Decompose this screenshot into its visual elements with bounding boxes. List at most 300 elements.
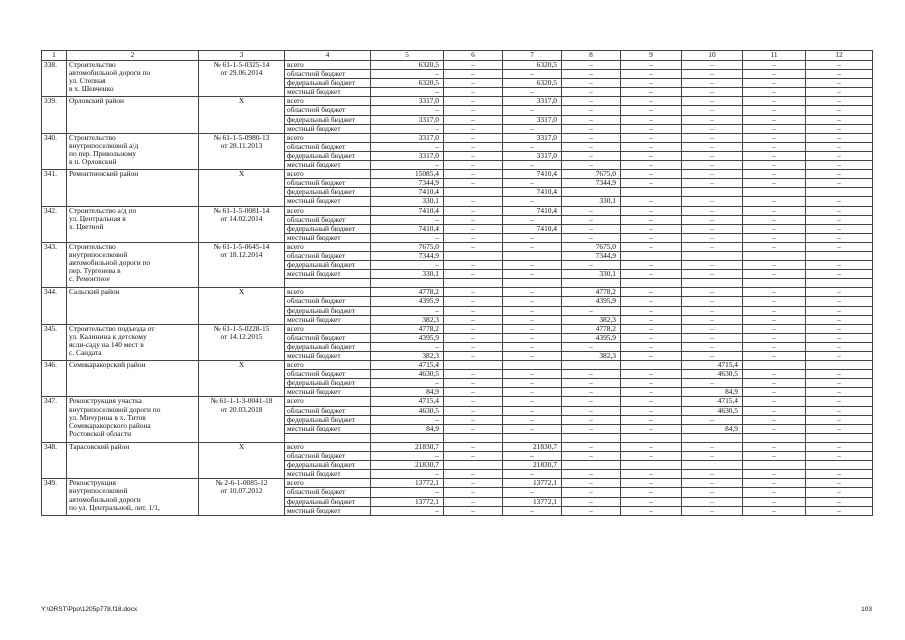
document-ref-line: № 61-1-5-0228-15 [213, 324, 270, 333]
value-cell: – [743, 133, 806, 142]
value-cell: 382,3 [371, 352, 444, 361]
value-cell: – [743, 452, 806, 461]
value-cell [562, 461, 621, 470]
value-cell: – [562, 306, 621, 315]
value-cell: – [621, 442, 682, 451]
value-cell: – [621, 324, 682, 333]
value-cell: – [503, 297, 562, 306]
value-cell [621, 461, 682, 470]
value-cell: – [743, 352, 806, 361]
value-cell: – [743, 124, 806, 133]
value-cell: – [621, 342, 682, 351]
object-name-line: Орловский район [69, 96, 124, 106]
value-cell: – [371, 342, 444, 351]
value-cell: – [562, 233, 621, 242]
value-cell: – [444, 215, 503, 224]
value-cell: – [806, 315, 873, 324]
value-cell: – [371, 233, 444, 242]
object-name [67, 61, 199, 97]
value-cell: – [444, 424, 503, 433]
value-cell: – [743, 115, 806, 124]
row-number: 345. [42, 324, 67, 360]
value-cell: – [444, 297, 503, 306]
value-cell: 21830,7 [371, 442, 444, 451]
value-cell: – [444, 452, 503, 461]
row-number: 349. [42, 479, 67, 515]
budget-type: всего [285, 479, 371, 488]
value-cell: – [503, 452, 562, 461]
table-row [42, 479, 873, 488]
value-cell: 4630,5 [682, 370, 743, 379]
value-cell: 4630,5 [371, 406, 444, 415]
value-cell: – [621, 333, 682, 342]
budget-type: федеральный бюджет [285, 461, 371, 470]
budget-type: областной бюджет [285, 70, 371, 79]
object-name-line: внутрипоселковой [69, 486, 128, 496]
value-cell: – [743, 88, 806, 97]
value-cell: – [562, 106, 621, 115]
budget-type: федеральный бюджет [285, 115, 371, 124]
value-cell: – [621, 115, 682, 124]
value-cell [743, 433, 806, 442]
budget-type: областной бюджет [285, 179, 371, 188]
value-cell: 21830,7 [503, 461, 562, 470]
value-cell: – [743, 388, 806, 397]
budget-type: областной бюджет [285, 406, 371, 415]
value-cell: – [444, 151, 503, 160]
budget-type: всего [285, 324, 371, 333]
value-cell: – [562, 379, 621, 388]
budget-table [41, 50, 873, 516]
value-cell: – [621, 452, 682, 461]
value-cell: – [444, 370, 503, 379]
document-ref-line: Х [238, 442, 245, 451]
value-cell: – [621, 306, 682, 315]
row-number: 341. [42, 170, 67, 206]
value-cell [444, 461, 503, 470]
object-name-line: Реконструкция [69, 478, 116, 488]
value-cell: – [503, 333, 562, 342]
value-cell: – [371, 452, 444, 461]
header-cell: 3 [199, 51, 285, 61]
value-cell: – [682, 324, 743, 333]
value-cell: 21830,7 [503, 442, 562, 451]
document-ref-line: № 2-6-1-0085-12 [215, 478, 268, 488]
value-cell: – [621, 233, 682, 242]
value-cell: – [806, 297, 873, 306]
value-cell: – [562, 506, 621, 515]
document-ref-line: Х [238, 360, 245, 370]
value-cell: – [562, 479, 621, 488]
value-cell: – [682, 242, 743, 251]
value-cell: – [503, 142, 562, 151]
value-cell: 7410,4 [503, 188, 562, 197]
value-cell: – [806, 415, 873, 424]
value-cell: – [682, 79, 743, 88]
value-cell: – [682, 197, 743, 206]
object-name-line: в х. Шевченко [69, 84, 114, 94]
object-name-line: автомобильной дороги по [69, 68, 151, 78]
object-name-line: внутрипоселковой [69, 249, 128, 259]
value-cell: – [806, 306, 873, 315]
object-name-line: внутрипоселковой дороги по [69, 404, 161, 414]
value-cell: – [621, 370, 682, 379]
budget-type: федеральный бюджет [285, 379, 371, 388]
value-cell: – [371, 506, 444, 515]
header-cell: 1 [42, 51, 67, 61]
budget-type: областной бюджет [285, 370, 371, 379]
value-cell: – [444, 288, 503, 297]
document-ref-line: от 29.06.2014 [220, 68, 263, 78]
value-cell: – [371, 470, 444, 479]
value-cell: – [562, 161, 621, 170]
value-cell: – [444, 133, 503, 142]
value-cell: – [621, 315, 682, 324]
value-cell: – [503, 370, 562, 379]
budget-type: федеральный бюджет [285, 497, 371, 506]
budget-type: местный бюджет [285, 233, 371, 242]
value-cell: – [806, 197, 873, 206]
value-cell: 7344,9 [371, 179, 444, 188]
value-cell: – [806, 379, 873, 388]
value-cell [503, 433, 562, 442]
value-cell: 330,1 [371, 270, 444, 279]
footer-file-path: Y:\ORST\Ppo\1205p778.f18.docx [41, 606, 138, 613]
value-cell: – [743, 215, 806, 224]
object-name-line: внутрипоселковой а/д [69, 140, 139, 150]
value-cell: – [621, 352, 682, 361]
budget-type: местный бюджет [285, 470, 371, 479]
value-cell: 7344,9 [562, 251, 621, 260]
value-cell: – [682, 151, 743, 160]
table-row [42, 288, 873, 297]
header-cell: 2 [67, 51, 199, 61]
document-ref-line: от 14.02.2014 [220, 213, 263, 223]
value-cell: – [806, 324, 873, 333]
object-name [67, 442, 199, 478]
value-cell: – [806, 488, 873, 497]
value-cell: – [503, 215, 562, 224]
document-ref [199, 133, 285, 169]
value-cell: 3317,0 [371, 97, 444, 106]
budget-type: местный бюджет [285, 161, 371, 170]
value-cell: – [503, 388, 562, 397]
object-name-line: ул. Мичурина в х. Титов [69, 412, 146, 422]
value-cell: 3317,0 [503, 115, 562, 124]
value-cell: – [444, 506, 503, 515]
value-cell: – [743, 415, 806, 424]
value-cell: – [743, 297, 806, 306]
object-name-line: ул. Калинина к детскому [69, 331, 147, 341]
value-cell: – [562, 397, 621, 406]
object-name-line: Строительство [69, 133, 116, 142]
value-cell [743, 279, 806, 288]
value-cell: – [743, 224, 806, 233]
budget-type: федеральный бюджет [285, 79, 371, 88]
value-cell: 4395,9 [562, 297, 621, 306]
value-cell [806, 361, 873, 370]
value-cell: – [444, 488, 503, 497]
value-cell: – [743, 370, 806, 379]
value-cell: – [444, 397, 503, 406]
value-cell: – [743, 106, 806, 115]
value-cell: 4630,5 [371, 370, 444, 379]
value-cell: – [743, 197, 806, 206]
object-name-line: автомобильной дороги по [69, 258, 151, 268]
value-cell: – [743, 151, 806, 160]
table-row [42, 324, 873, 333]
object-name-line: Ремонтненский район [69, 169, 139, 179]
document-ref [199, 479, 285, 515]
budget-type: всего [285, 442, 371, 451]
object-name-line [69, 231, 196, 239]
value-cell: – [503, 379, 562, 388]
value-cell: – [806, 179, 873, 188]
budget-type: всего [285, 61, 371, 70]
value-cell: – [621, 61, 682, 70]
value-cell: – [621, 106, 682, 115]
value-cell: – [682, 488, 743, 497]
value-cell: – [621, 506, 682, 515]
value-cell: – [806, 70, 873, 79]
value-cell: – [743, 424, 806, 433]
value-cell: – [503, 397, 562, 406]
value-cell: – [743, 161, 806, 170]
budget-type: областной бюджет [285, 452, 371, 461]
value-cell: – [682, 215, 743, 224]
value-cell [562, 361, 621, 370]
value-cell [562, 279, 621, 288]
header-cell: 12 [806, 51, 873, 61]
value-cell: – [444, 106, 503, 115]
value-cell: – [562, 342, 621, 351]
value-cell: 4715,4 [682, 361, 743, 370]
budget-type: федеральный бюджет [285, 342, 371, 351]
value-cell [806, 433, 873, 442]
table-row [42, 61, 873, 70]
value-cell: – [743, 342, 806, 351]
value-cell: 4395,9 [371, 297, 444, 306]
row-number: 343. [42, 242, 67, 287]
budget-type: местный бюджет [285, 352, 371, 361]
value-cell: – [806, 342, 873, 351]
value-cell: – [743, 179, 806, 188]
value-cell: 4778,2 [371, 288, 444, 297]
document-ref [199, 324, 285, 360]
value-cell: – [806, 497, 873, 506]
value-cell: 3317,0 [503, 151, 562, 160]
value-cell: – [806, 406, 873, 415]
value-cell [682, 279, 743, 288]
value-cell: – [621, 424, 682, 433]
value-cell: – [444, 70, 503, 79]
object-name-line: Строительство [69, 242, 116, 251]
value-cell: – [562, 488, 621, 497]
value-cell: – [444, 388, 503, 397]
budget-type: областной бюджет [285, 251, 371, 260]
value-cell: – [682, 442, 743, 451]
header-cell: 10 [682, 51, 743, 61]
value-cell: – [371, 306, 444, 315]
budget-type: всего [285, 242, 371, 251]
value-cell: – [806, 206, 873, 215]
object-name [67, 97, 199, 133]
value-cell: – [621, 170, 682, 179]
value-cell: – [621, 242, 682, 251]
value-cell [621, 433, 682, 442]
page-number: 103 [861, 606, 872, 613]
value-cell: 4630,5 [682, 406, 743, 415]
object-name-line: Ростовской области [69, 428, 132, 438]
value-cell: – [444, 406, 503, 415]
value-cell [682, 251, 743, 260]
value-cell [743, 188, 806, 197]
value-cell: 4778,2 [562, 288, 621, 297]
value-cell: – [444, 97, 503, 106]
document-ref [199, 442, 285, 478]
value-cell: – [562, 142, 621, 151]
value-cell: – [503, 288, 562, 297]
budget-type: областной бюджет [285, 297, 371, 306]
table-row [42, 361, 873, 370]
document-ref [199, 361, 285, 397]
value-cell [743, 251, 806, 260]
value-cell: – [444, 470, 503, 479]
value-cell: – [806, 233, 873, 242]
value-cell: – [621, 224, 682, 233]
value-cell: 7410,4 [371, 224, 444, 233]
value-cell: – [682, 124, 743, 133]
value-cell: – [621, 261, 682, 270]
value-cell: – [503, 242, 562, 251]
document-ref-line: от 28.11.2013 [220, 140, 263, 150]
value-cell: – [621, 197, 682, 206]
value-cell: – [682, 206, 743, 215]
value-cell [444, 251, 503, 260]
value-cell: – [806, 261, 873, 270]
object-name-line: Семикаракорский район [69, 360, 146, 370]
value-cell: – [503, 106, 562, 115]
value-cell: – [503, 506, 562, 515]
value-cell: – [806, 106, 873, 115]
value-cell: – [503, 352, 562, 361]
object-name-line: Семикаракорского района [69, 420, 151, 430]
value-cell: – [621, 161, 682, 170]
table-row [42, 397, 873, 406]
value-cell: – [682, 315, 743, 324]
row-number: 339. [42, 97, 67, 133]
value-cell: – [503, 324, 562, 333]
value-cell: 13772,1 [503, 497, 562, 506]
budget-type: федеральный бюджет [285, 261, 371, 270]
object-name-line: в п. Орловский [69, 157, 117, 167]
value-cell [562, 188, 621, 197]
value-cell: 84,9 [371, 424, 444, 433]
table-row [42, 206, 873, 215]
budget-type: федеральный бюджет [285, 188, 371, 197]
value-cell: – [621, 397, 682, 406]
value-cell: – [743, 170, 806, 179]
value-cell: – [503, 315, 562, 324]
budget-type: областной бюджет [285, 333, 371, 342]
table-row [42, 133, 873, 142]
value-cell: – [503, 424, 562, 433]
budget-type: местный бюджет [285, 506, 371, 515]
value-cell: – [806, 452, 873, 461]
value-cell: – [682, 506, 743, 515]
budget-type: всего [285, 397, 371, 406]
value-cell: 330,1 [562, 270, 621, 279]
value-cell: – [806, 424, 873, 433]
value-cell: – [562, 424, 621, 433]
value-cell: – [444, 206, 503, 215]
value-cell: – [503, 342, 562, 351]
value-cell [682, 188, 743, 197]
value-cell: – [371, 415, 444, 424]
document-ref-line: № 61-1-5-0645-14 [213, 242, 270, 251]
value-cell: – [371, 215, 444, 224]
value-cell: – [444, 170, 503, 179]
row-number: 346. [42, 361, 67, 397]
value-cell: – [806, 288, 873, 297]
value-cell: – [682, 352, 743, 361]
value-cell: – [743, 261, 806, 270]
document-ref-line: Х [238, 96, 245, 106]
budget-type [285, 279, 371, 288]
value-cell: 13772,1 [503, 479, 562, 488]
value-cell: 4778,2 [371, 324, 444, 333]
budget-type: всего [285, 288, 371, 297]
budget-type: местный бюджет [285, 124, 371, 133]
value-cell: 84,9 [682, 424, 743, 433]
budget-type [285, 433, 371, 442]
value-cell: – [682, 106, 743, 115]
document-ref [199, 206, 285, 242]
value-cell: – [806, 61, 873, 70]
object-name-line: с. Сандата [69, 348, 102, 357]
value-cell: – [621, 488, 682, 497]
value-cell: 7410,4 [503, 170, 562, 179]
value-cell: – [444, 233, 503, 242]
value-cell: – [444, 115, 503, 124]
value-cell: – [743, 379, 806, 388]
value-cell: 21830,7 [371, 461, 444, 470]
value-cell: – [682, 97, 743, 106]
value-cell: – [621, 479, 682, 488]
value-cell: – [444, 179, 503, 188]
object-name-line: Строительство [69, 60, 116, 69]
value-cell: – [682, 288, 743, 297]
value-cell: – [743, 397, 806, 406]
value-cell: – [743, 333, 806, 342]
value-cell: 382,3 [371, 315, 444, 324]
value-cell: – [806, 151, 873, 160]
value-cell: – [503, 488, 562, 497]
object-name-line: ул. Степная [69, 76, 106, 86]
value-cell: – [621, 288, 682, 297]
value-cell: – [503, 415, 562, 424]
object-name [67, 242, 199, 287]
value-cell: – [682, 379, 743, 388]
value-cell: – [806, 397, 873, 406]
document-ref-line: № 61-1-5-0325-14 [213, 60, 270, 69]
value-cell: – [682, 70, 743, 79]
value-cell: – [743, 79, 806, 88]
value-cell: – [444, 306, 503, 315]
value-cell: – [621, 79, 682, 88]
value-cell: – [503, 261, 562, 270]
value-cell: 6320,5 [503, 61, 562, 70]
